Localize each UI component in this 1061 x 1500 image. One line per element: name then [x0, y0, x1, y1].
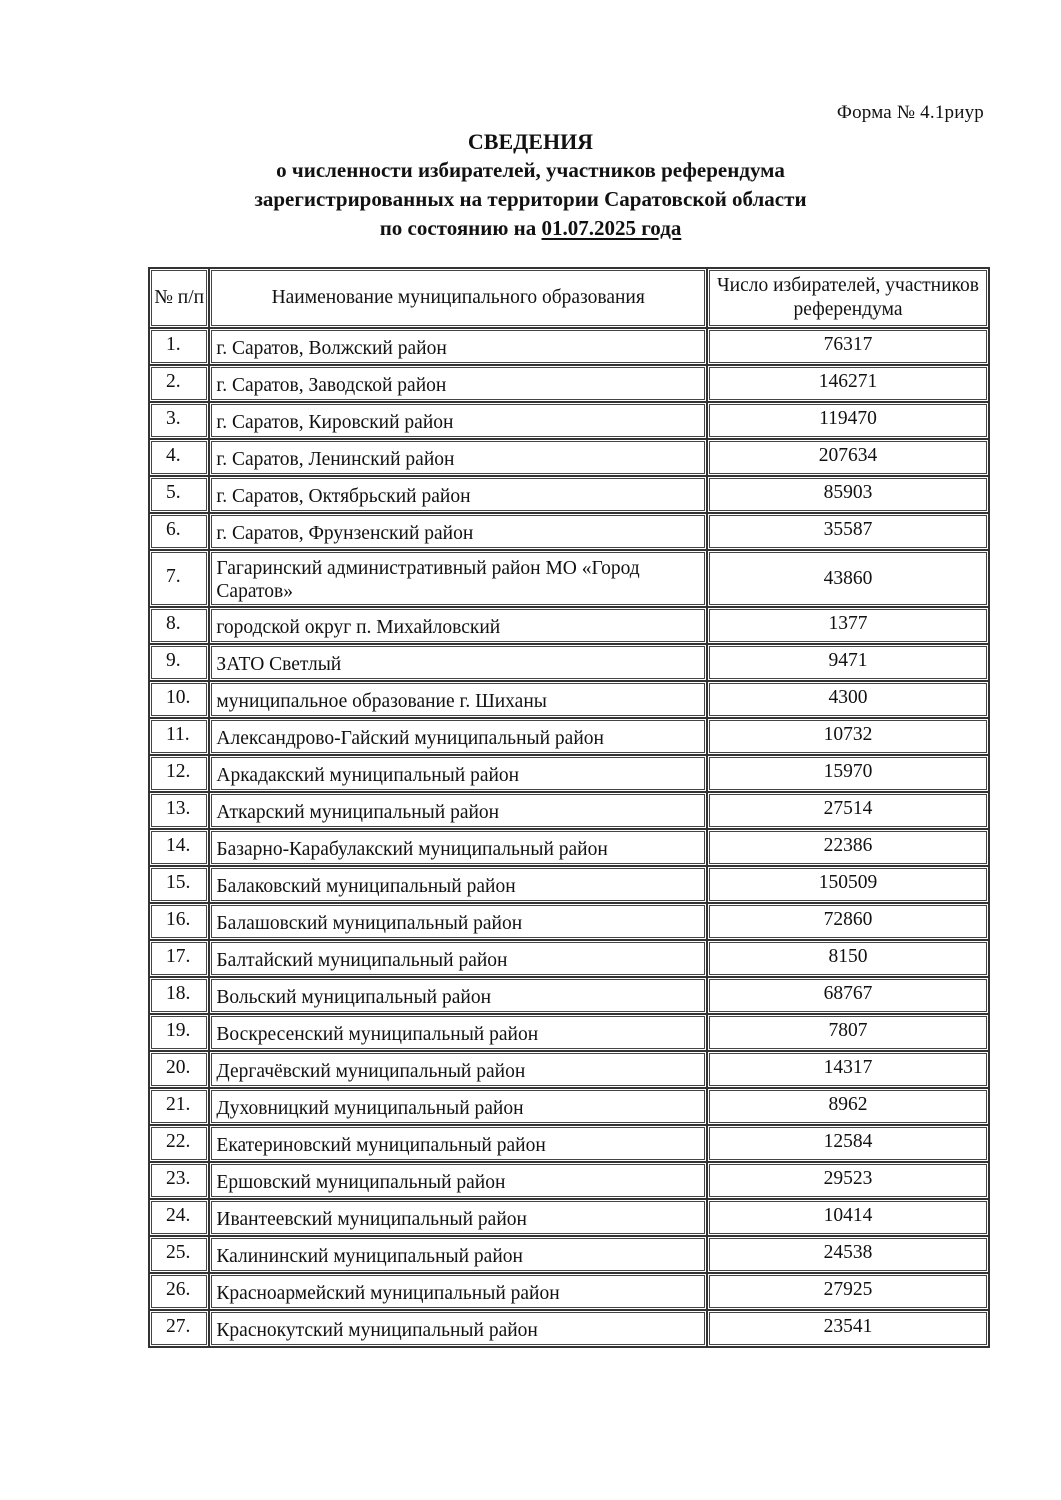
table-row	[149, 644, 989, 681]
row-name: Духовницкий муниципальный район	[209, 1088, 707, 1125]
table-row	[149, 977, 989, 1014]
row-value: 119470	[707, 402, 989, 439]
row-value: 12584	[707, 1125, 989, 1162]
row-value: 9471	[707, 644, 989, 681]
row-name: Аркадакский муниципальный район	[209, 755, 707, 792]
row-number: 12.	[149, 755, 209, 792]
row-value: 23541	[707, 1310, 989, 1347]
row-name: г. Саратов, Заводской район	[209, 365, 707, 402]
row-number: 11.	[149, 718, 209, 755]
row-name: Вольский муниципальный район	[209, 977, 707, 1014]
table-row	[149, 476, 989, 513]
row-value: 150509	[707, 866, 989, 903]
table-row	[149, 866, 989, 903]
row-name: г. Саратов, Волжский район	[209, 328, 707, 365]
document-title	[0, 127, 1061, 243]
table-row	[149, 439, 989, 476]
row-name: Дергачёвский муниципальный район	[209, 1051, 707, 1088]
row-number: 22.	[149, 1125, 209, 1162]
row-name: ЗАТО Светлый	[209, 644, 707, 681]
row-name: г. Саратов, Фрунзенский район	[209, 513, 707, 550]
row-name: Балашовский муниципальный район	[209, 903, 707, 940]
row-value: 14317	[707, 1051, 989, 1088]
row-value: 27514	[707, 792, 989, 829]
row-number: 3.	[149, 402, 209, 439]
title-heading: СВЕДЕНИЯ	[467, 129, 594, 154]
row-name: Аткарский муниципальный район	[209, 792, 707, 829]
row-number: 10.	[149, 681, 209, 718]
row-name: Ершовский муниципальный район	[209, 1162, 707, 1199]
row-name: г. Саратов, Ленинский район	[209, 439, 707, 476]
row-number: 27.	[149, 1310, 209, 1347]
row-name: г. Саратов, Кировский район	[209, 402, 707, 439]
row-number: 15.	[149, 866, 209, 903]
row-number: 24.	[149, 1199, 209, 1236]
row-name: Балаковский муниципальный район	[209, 866, 707, 903]
header-name: Наименование муниципального образования	[209, 268, 707, 328]
row-value: 68767	[707, 977, 989, 1014]
row-value: 35587	[707, 513, 989, 550]
table-row	[149, 513, 989, 550]
row-name: Калининский муниципальный район	[209, 1236, 707, 1273]
row-number: 23.	[149, 1162, 209, 1199]
title-date-prefix: по состоянию на	[379, 216, 542, 240]
table-row	[149, 402, 989, 439]
row-number: 6.	[149, 513, 209, 550]
row-value: 76317	[707, 328, 989, 365]
row-value: 10414	[707, 1199, 989, 1236]
row-number: 13.	[149, 792, 209, 829]
row-number: 4.	[149, 439, 209, 476]
row-number: 19.	[149, 1014, 209, 1051]
row-name: Балтайский муниципальный район	[209, 940, 707, 977]
row-number: 8.	[149, 607, 209, 644]
table-row	[149, 550, 989, 607]
table-header-row	[149, 268, 989, 328]
row-value: 207634	[707, 439, 989, 476]
table-row	[149, 328, 989, 365]
table-row	[149, 718, 989, 755]
row-name: г. Саратов, Октябрьский район	[209, 476, 707, 513]
title-date-line	[0, 214, 1061, 243]
form-number: Форма № 4.1риур	[836, 102, 984, 123]
table-row	[149, 1125, 989, 1162]
row-number: 16.	[149, 903, 209, 940]
title-subline-1: о численности избирателей, участников референдума	[276, 158, 785, 182]
table-row	[149, 903, 989, 940]
table-row	[149, 829, 989, 866]
row-value: 22386	[707, 829, 989, 866]
row-number: 9.	[149, 644, 209, 681]
row-name: Воскресенский муниципальный район	[209, 1014, 707, 1051]
table-row	[149, 1310, 989, 1347]
table-row	[149, 1014, 989, 1051]
row-value: 1377	[707, 607, 989, 644]
row-name: Красноармейский муниципальный район	[209, 1273, 707, 1310]
row-value: 15970	[707, 755, 989, 792]
table-row	[149, 940, 989, 977]
table-row	[149, 1162, 989, 1199]
row-name: Александрово-Гайский муниципальный район	[209, 718, 707, 755]
table-row	[149, 792, 989, 829]
table-row	[149, 1273, 989, 1310]
row-value: 146271	[707, 365, 989, 402]
row-name: Екатериновский муниципальный район	[209, 1125, 707, 1162]
row-number: 2.	[149, 365, 209, 402]
header-value: Число избирателей, участников референдума	[707, 268, 989, 328]
title-subline-2: зарегистрированных на территории Саратовской области	[254, 187, 807, 211]
table-row	[149, 755, 989, 792]
header-no: № п/п	[149, 268, 209, 328]
row-value: 24538	[707, 1236, 989, 1273]
row-name: Базарно-Карабулакский муниципальный район	[209, 829, 707, 866]
row-value: 7807	[707, 1014, 989, 1051]
row-name: Краснокутский муниципальный район	[209, 1310, 707, 1347]
table-row	[149, 365, 989, 402]
voters-table	[148, 267, 990, 1348]
row-number: 17.	[149, 940, 209, 977]
table-row	[149, 1199, 989, 1236]
row-value: 27925	[707, 1273, 989, 1310]
row-number: 18.	[149, 977, 209, 1014]
row-name: городской округ п. Михайловский	[209, 607, 707, 644]
row-number: 26.	[149, 1273, 209, 1310]
row-value: 8962	[707, 1088, 989, 1125]
table-row	[149, 1051, 989, 1088]
row-number: 1.	[149, 328, 209, 365]
table-row	[149, 1236, 989, 1273]
row-name: Ивантеевский муниципальный район	[209, 1199, 707, 1236]
row-value: 29523	[707, 1162, 989, 1199]
row-value: 72860	[707, 903, 989, 940]
row-number: 5.	[149, 476, 209, 513]
table-row	[149, 681, 989, 718]
table-row	[149, 607, 989, 644]
row-value: 4300	[707, 681, 989, 718]
row-number: 20.	[149, 1051, 209, 1088]
row-number: 21.	[149, 1088, 209, 1125]
row-value: 8150	[707, 940, 989, 977]
row-value: 43860	[707, 550, 989, 607]
row-number: 14.	[149, 829, 209, 866]
row-number: 25.	[149, 1236, 209, 1273]
row-value: 10732	[707, 718, 989, 755]
title-date: 01.07.2025 года	[541, 216, 682, 240]
table-body	[149, 328, 989, 1347]
row-name: муниципальное образование г. Шиханы	[209, 681, 707, 718]
table-row	[149, 1088, 989, 1125]
row-value: 85903	[707, 476, 989, 513]
row-name: Гагаринский административный район МО «Город Саратов»	[209, 550, 707, 607]
row-number: 7.	[149, 550, 209, 607]
